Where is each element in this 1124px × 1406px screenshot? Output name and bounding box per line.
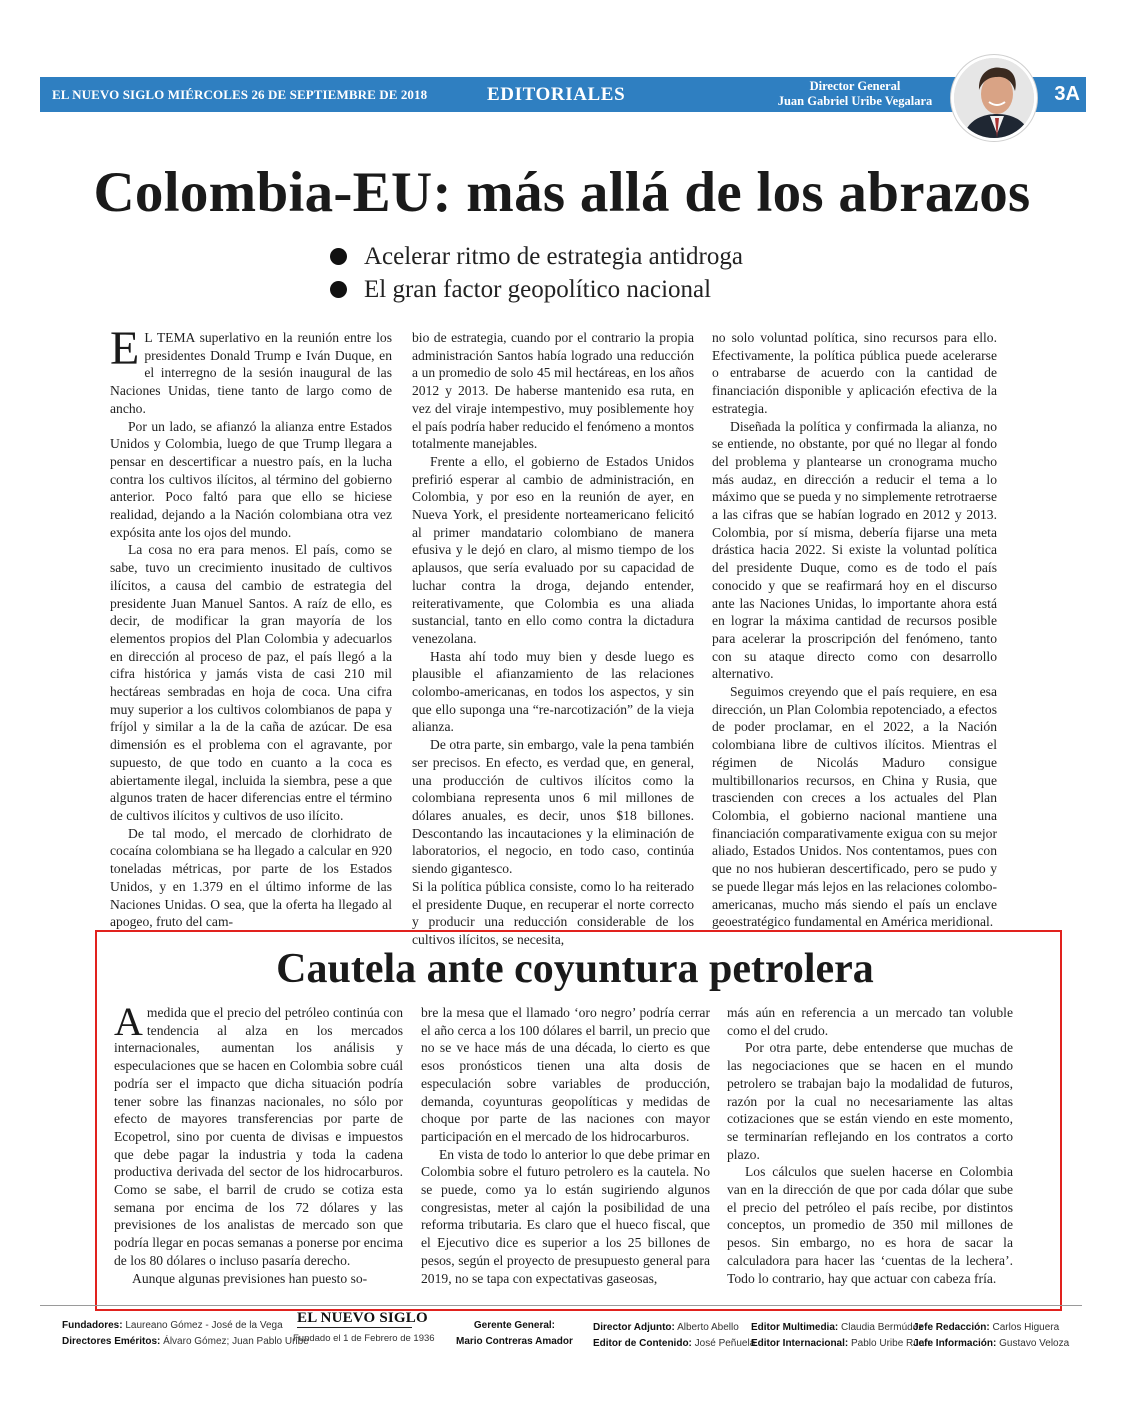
article-paragraph: De otra parte, sin embargo, vale la pena también ser precisos. En efecto, es verdad que, en general, una producción de cultivos ilícitos como la colombiana representa unos 6 mil millones de dólares anuales, es decir, unos $18 billones. Descontando las incautaciones y la eliminación de laboratorios, el negocio, en todo caso, continúa siendo gigantesco. bbox=[412, 737, 694, 877]
article-paragraph: Frente a ello, el gobierno de Estados Unidos prefirió esperar al cambio de administración, en Colombia, y por eso en la reunión de ayer, en Nueva York, el presidente norteamericano felicitó al primer mandatario colombiano de manera efusiva y le dejó en claro, al mismo tiempo de los aplausos, que sería evaluado por su capacidad de luchar contra la droga, dejando entender, reiterativamente, que Colombia es una aliada sustancial, tanto en ello como contra la dictadura venezolana. bbox=[412, 453, 694, 646]
editors-credits: Director Adjunto: Alberto Abello Editor de Contenido: José Peñuela bbox=[593, 1322, 756, 1349]
bullet-dot-icon bbox=[330, 281, 347, 298]
article-paragraph: En vista de todo lo anterior lo que debe primar en Colombia sobre el futuro petrolero es la cautela. No se puede, como ya lo están sugiriendo algunos congresistas, meter al cajón la posibilidad de una reforma tributaria. Es claro que el hueco fiscal, que el Ejecutivo dice es superior a los 25 billones de pesos, según el proyecto de presupuesto general para 2019, no se tapa con expectativas gaseosas, bbox=[421, 1146, 710, 1286]
article-paragraph: Aunque algunas previsiones han puesto so- bbox=[132, 1270, 368, 1286]
founders-credits: Fundadores: Laureano Gómez - José de la Vega Directores Eméritos: Álvaro Gómez; Juan Pablo Uribe bbox=[62, 1320, 309, 1347]
footer-divider bbox=[40, 1305, 1082, 1306]
article-paragraph: Por un lado, se afianzó la alianza entre Estados Unidos y Colombia, luego de que Trump llegara a pensar en descertificar a nuestro país, en la lucha contra los cultivos ilícitos, al término del gobierno anterior. Poco faltó para que ello se hiciese realidad, dejando a la Nación colombiana otra vez expósita ante los ojos del mundo. bbox=[110, 418, 392, 540]
article-column-3 bbox=[712, 329, 997, 931]
section-title: EDITORIALES bbox=[487, 84, 626, 105]
article-paragraph: Si la política pública consiste, como lo ha reiterado el presidente Duque, en recuperar el norte correcto y producir una reducción considerable de los cultivos ilícitos, se necesita, bbox=[412, 878, 694, 947]
multimedia-credits: Editor Multimedia: Claudia Bermúdez Editor Internacional: Pablo Uribe Ruan bbox=[751, 1322, 930, 1349]
director-credit bbox=[740, 79, 970, 109]
director-title: Director General bbox=[809, 79, 901, 93]
article-2-column-1 bbox=[114, 999, 403, 1287]
chiefs-credits: Jefe Redacción: Carlos Higuera Jefe Información: Gustavo Veloza bbox=[913, 1322, 1070, 1349]
masthead-logo: EL NUEVO SIGLO bbox=[297, 1310, 428, 1326]
article-paragraph: Por otra parte, debe entenderse que muchas de las negociaciones que se hacen en el mundo petrolero se trabajan bajo la modalidad de futuros, razón por la cual no necesariamente las altas cotizaciones que se están viendo en este momento, se terminarían reflejando en los contratos a corto plazo. bbox=[727, 1040, 1013, 1162]
bullet-item bbox=[330, 273, 743, 306]
article-paragraph: E L TEMA superlativo en la reunión entre los presidentes Donald Trump e Iván Duque, en el interregno de la sesión inaugural de las Naciones Unidas, tiene tanto de largo como de ancho. bbox=[110, 322, 392, 416]
bullet-text: Acelerar ritmo de estrategia antidroga bbox=[364, 243, 743, 270]
article-paragraph: Amedida que el precio del petróleo continúa con tendencia al alza en los mercados internacionales, aumentan los análisis y especulaciones que se hacen en Colombia sobre cuál podría ser el impacto que dicha situación podría tener sobre las finanzas nacionales, no sólo por efecto de mayores transferencias por parte de Ecopetrol, sino por cuenta de divisas e impuestos que debe pagar la industria y toda la cadena productiva derivada del sector de los hidrocarburos. Como se sabe, el barril de crudo se cotiza esta semana por encima de los 72 dólares y las previsiones de los analistas de mercado son que podría llegar en pocas semanas a ponerse por encima de los 80 dólares o incluso pasaría derecho. bbox=[114, 999, 403, 1268]
article-column-1 bbox=[110, 322, 392, 931]
bullet-text: El gran factor geopolítico nacional bbox=[364, 276, 712, 303]
article-paragraph: Diseñada la política y confirmada la alianza, no se entiende, no obstante, por qué no llegar al fondo del problema y plantearse un cronograma mucho más audaz, en dirección a reducir el tema a lo máximo que se pueda y no simplemente retrotraerse a las cifras que se habían logrado en 2012 y 2013. Colombia, por sí misma, debería fijarse una meta drástica hacia 2022. Si existe la voluntad política del presidente Duque, como es de todo el país conocido y que se reafirmará hoy en el discurso ante las Naciones Unidas, lo importante ahora está en lograr la máxima cantidad de recursos posible para acelerar la proscripción del fenómeno, tanto con su ataque directo como con desarrollo alternativo. bbox=[712, 418, 997, 682]
page-header-bar bbox=[40, 77, 1086, 112]
bullet-dot-icon bbox=[330, 248, 347, 265]
article-paragraph: De tal modo, el mercado de clorhidrato de cocaína colombiana se ha llegado a calcular en 920 toneladas métricas, por parte de los Estados Unidos, y en 1.379 en el último informe de las Naciones Unidas. O sea, que la oferta ha llegado al apogeo, fruto del cam- bbox=[110, 825, 392, 930]
article-2-column-2 bbox=[421, 1004, 710, 1287]
founded-date: Fundado el 1 de Febrero de 1936 bbox=[293, 1333, 435, 1344]
article-paragraph: más aún en referencia a un mercado tan voluble como el del crudo. bbox=[727, 1005, 1013, 1038]
article-paragraph: Los cálculos que suelen hacerse en Colombia van en la dirección de que por cada dólar que sube el precio del petróleo el país recibe, por distintos conceptos, un promedio de 350 mil millones de pesos. Sin embargo, no es hora de sacar la calculadora para hacer las ‘cuentas de la lechera’. Todo lo contrario, hay que actuar con cabeza fría. bbox=[727, 1164, 1013, 1286]
general-manager-credit: Gerente General: Mario Contreras Amador bbox=[456, 1320, 573, 1347]
editorial-headline: Colombia-EU: más allá de los abrazos bbox=[93, 161, 1031, 224]
article-paragraph: Hasta ahí todo muy bien y desde luego es plausible el afianzamiento de las relaciones colombo-americanas, en todos los aspectos, y sin que ello suponga una “re-narcotización” de la vieja alianza. bbox=[412, 648, 694, 735]
article-paragraph: La cosa no era para menos. El país, como se sabe, tuvo un crecimiento inusitado de cultivos ilícitos, a causa del cambio de estrategia del presidente Juan Manuel Santos. A raíz de ello, es decir, de modificar la gran mayoría de los elementos propios del Plan Colombia y adecuarlos en dirección al proceso de paz, el país llegó a la cifra histórica y jamás vista de casi 210 mil hectáreas sembradas en hoja de coca. Una cifra muy superior a los cultivos colombianos de papa y fríjol y similar a la de la caña de azúcar. De esa dimensión es el problema con el agravante, por supuesto, de que todo en cuanto a la coca es abiertamente ilegal, incluida la siembra, pese a que algunos traten de hacer diferencias entre el término de cultivos ilícitos y cultivos de uso ilícito. bbox=[110, 542, 392, 823]
article-column-2 bbox=[412, 329, 694, 949]
headline-bullets bbox=[330, 240, 743, 306]
article-2-column-3 bbox=[727, 1004, 1013, 1287]
drop-cap: E bbox=[110, 322, 140, 375]
director-name: Juan Gabriel Uribe Vegalara bbox=[777, 94, 933, 108]
drop-cap: A bbox=[114, 999, 143, 1044]
director-portrait bbox=[951, 55, 1037, 141]
article-paragraph: bio de estrategia, cuando por el contrario la propia administración Santos había logrado una reducción a un promedio de solo 45 mil hectáreas, en los años 2012 y 2013. De haberse mantenido esa ruta, en vez del viraje intempestivo, muy posiblemente hoy el país podría haber reducido el fenómeno a montos totalmente manejables. bbox=[412, 330, 694, 452]
page-number: 3A bbox=[1054, 83, 1080, 105]
article-paragraph: bre la mesa que el llamado ‘oro negro’ podría cerrar el año cerca a los 100 dólares el barril, un precio que no se ve hace más de una década, lo cierto es que esos pronósticos tienen una alta dosis de especulación sobre variables de producción, demanda, coyunturas geopolíticas y medidas de choque por parte de las naciones con mayor participación en el mercado de los hidrocarburos. bbox=[421, 1005, 710, 1144]
editorial-2-headline: Cautela ante coyuntura petrolera bbox=[276, 946, 874, 992]
bullet-item bbox=[330, 240, 743, 273]
article-paragraph: Seguimos creyendo que el país requiere, en esa dirección, un Plan Colombia repotenciado, a efectos de poder proclamar, en el 2022, a la Nación colombiana libre de cultivos ilícitos. Mientras el régimen de Nicolás Maduro consigue multibillonarios recursos, en China y Rusia, que trascienden con creces a los actuales del Plan Colombia, el gobierno nacional mantiene una financiación comparativamente exigua con su mejor aliado, Estados Unidos. Nos contentamos, pues con que no nos hubieran descertificado, pero se pudo y se puede llegar más lejos en las relaciones colombo-americanas, mucho más siendo el país un enclave geoestratégico fundamental en América meridional. bbox=[712, 684, 997, 930]
article-paragraph: no solo voluntad política, sino recursos para ello. Efectivamente, la política pública puede acelerarse o entrabarse de acuerdo con la cantidad de financiación disponible y aplicación efectiva de la estrategia. bbox=[712, 330, 997, 416]
dateline: EL NUEVO SIGLO MIÉRCOLES 26 DE SEPTIEMBRE DE 2018 bbox=[52, 87, 428, 102]
